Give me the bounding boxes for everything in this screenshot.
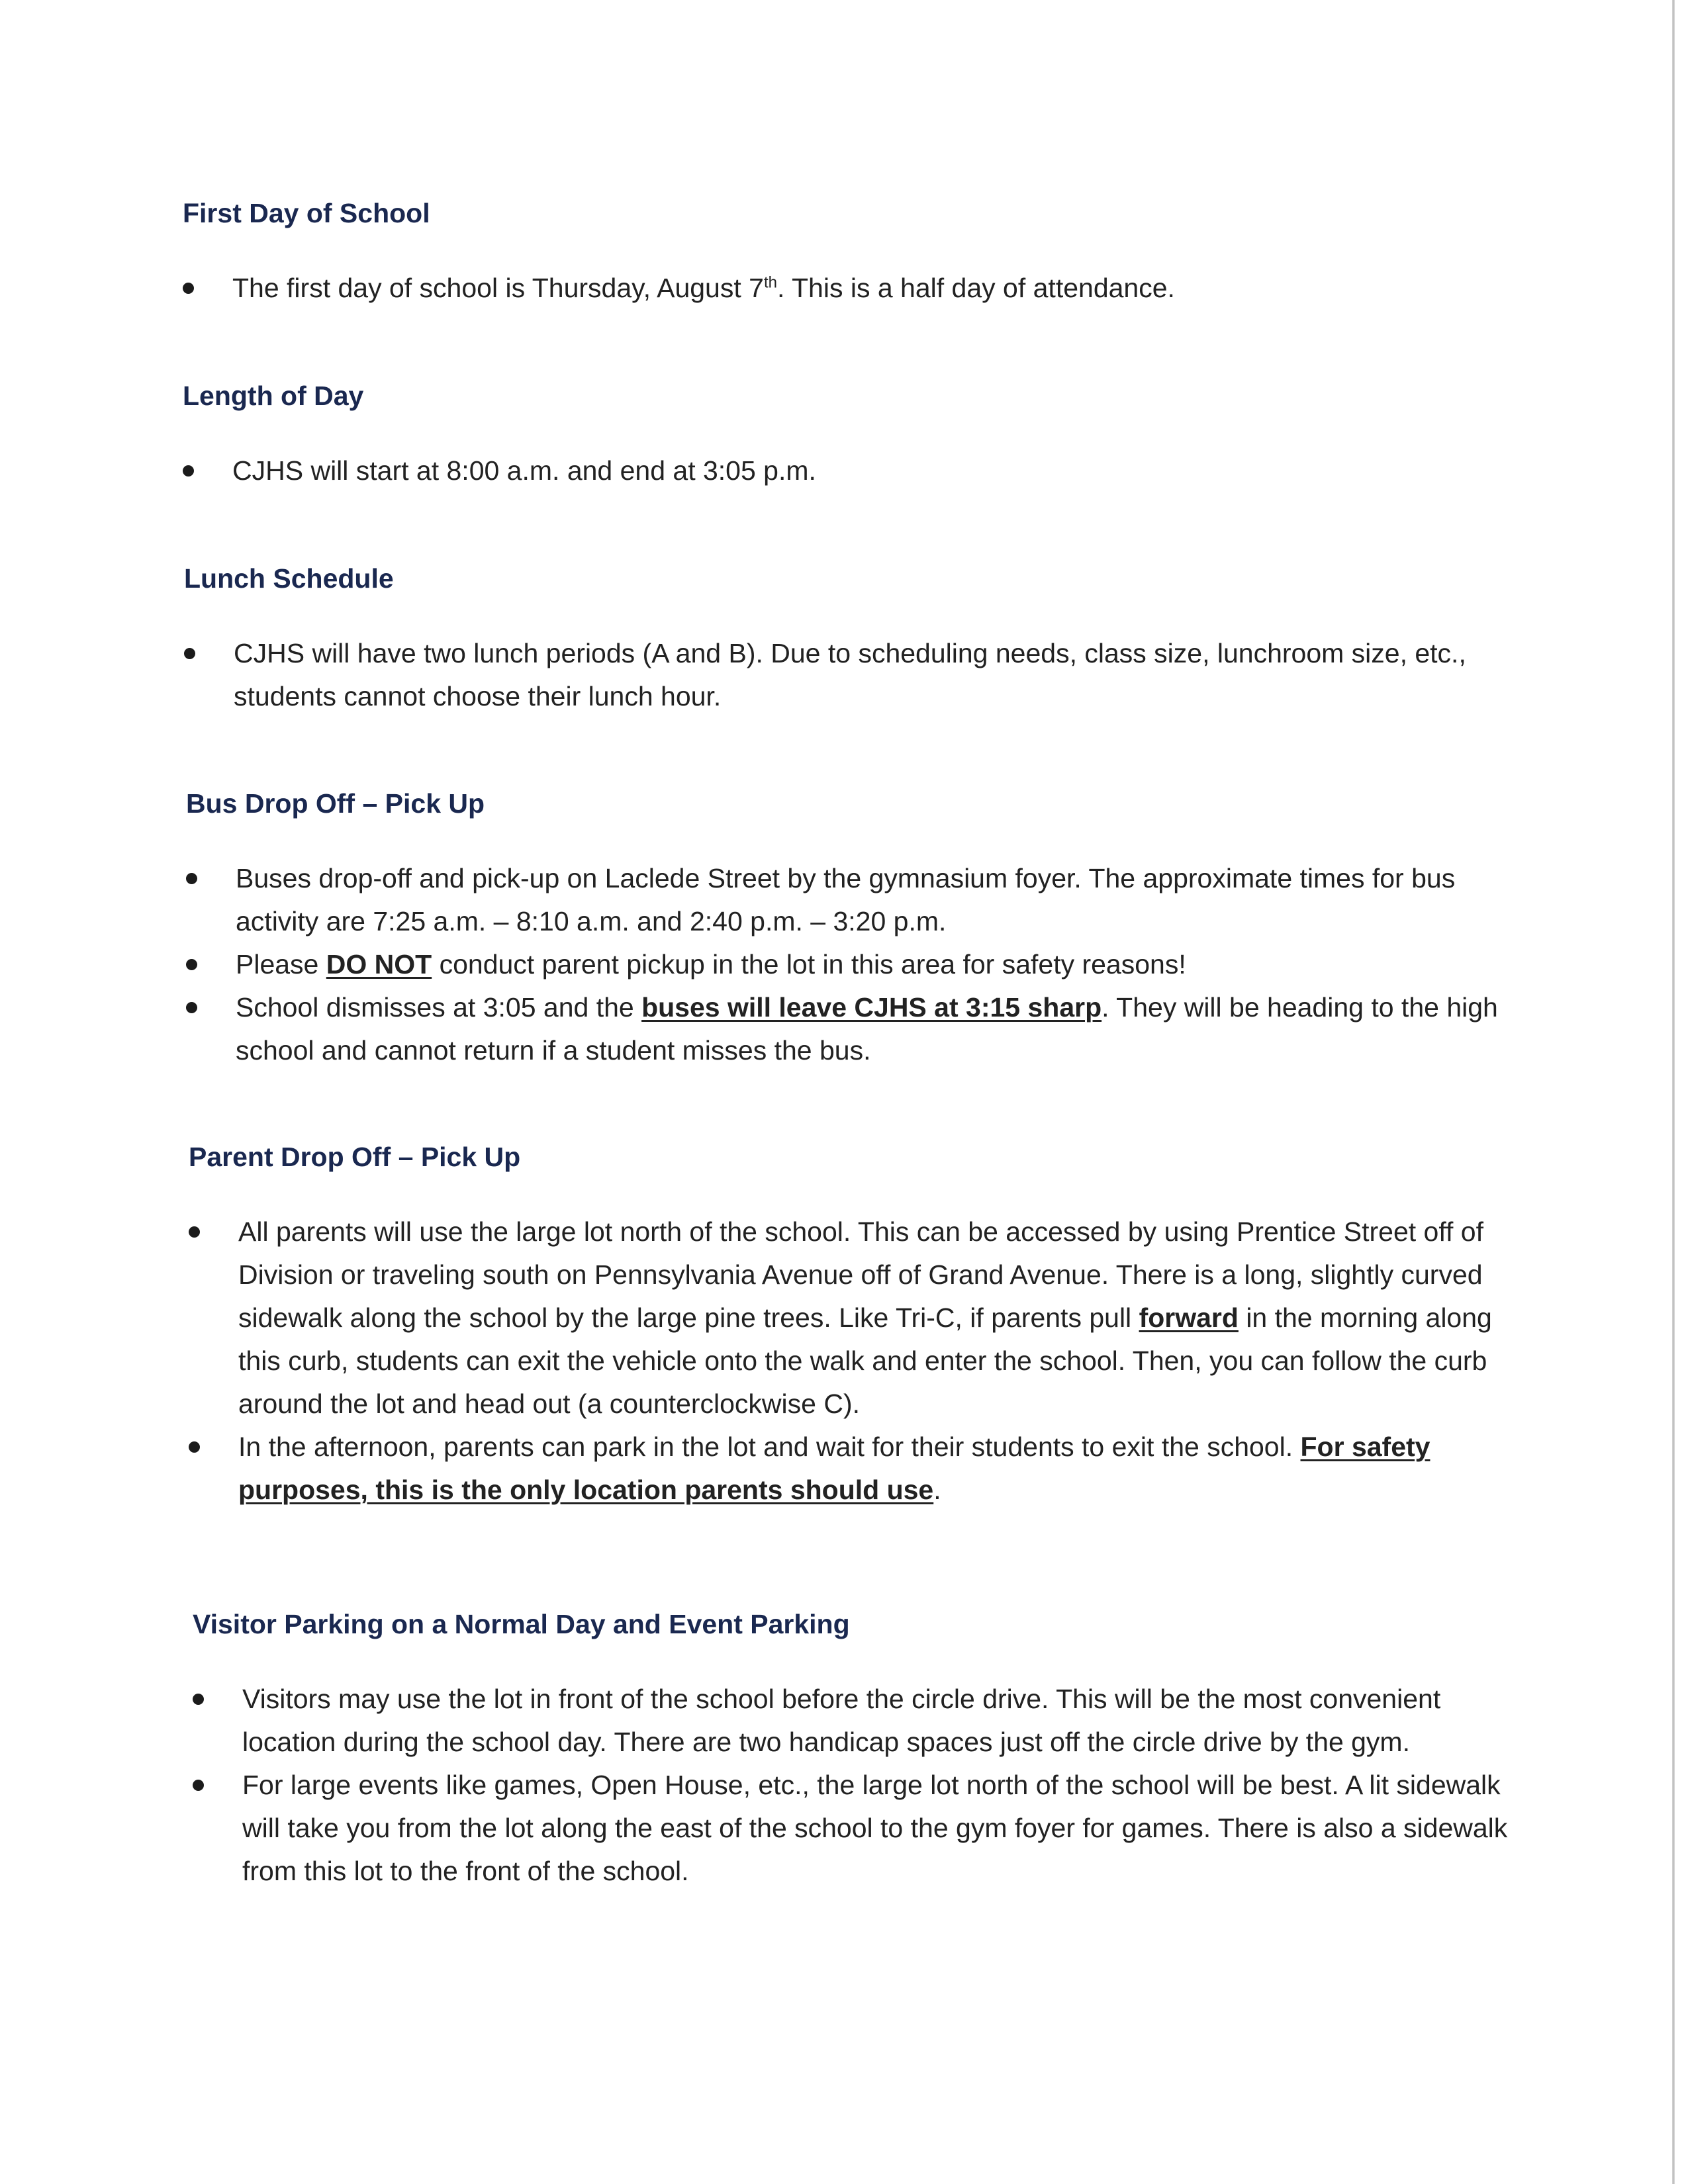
- emphasis-text: forward: [1139, 1302, 1239, 1333]
- bullet-item: [186, 857, 1510, 943]
- bullet-text: The first day of school is Thursday, August 7: [232, 273, 764, 303]
- section-length-of-day: [183, 379, 1507, 492]
- bullet-item: [189, 1210, 1513, 1426]
- bullet-text: Buses drop-off and pick-up on Laclede Street by the gymnasium foyer. The approximate times for bus activity are 7:25 a.m. – 8:10 a.m. and 2:40 p.m. – 3:20 p.m.: [236, 863, 1456, 936]
- superscript-text: th: [763, 273, 777, 292]
- section-first-day: [183, 197, 1507, 310]
- bullet-text: CJHS will have two lunch periods (A and B). Due to scheduling needs, class size, lunchroom size, etc., students cannot choose their lunch hour.: [234, 638, 1466, 711]
- bullet-text: School dismisses at 3:05 and the: [236, 992, 642, 1023]
- bullet-text: All parents will use the large lot north of the school. This can be accessed by using Prentice Street off of Division or traveling south on Pennsylvania Avenue off of Grand Avenue. There is a long, slightly curved sidewalk along the school by the large pine trees. Like Tri-C, if parents pull: [238, 1216, 1483, 1333]
- bullet-item: [183, 267, 1507, 310]
- bullet-text: . This is a half day of attendance.: [776, 273, 1175, 303]
- scan-edge: [1672, 0, 1675, 2184]
- bullet-text: . They will be heading to the high school and cannot return if a student misses the bus.: [236, 992, 1498, 1066]
- emphasis-text: For safety purposes, this is the only location parents should use: [238, 1432, 1430, 1505]
- bullet-text: conduct parent pickup in the lot in this area for safety reasons!: [432, 949, 1186, 979]
- bullet-list: [189, 1210, 1513, 1512]
- bullet-text: Please: [236, 949, 326, 979]
- section-heading: Length of Day: [183, 381, 364, 411]
- bullet-item: [193, 1764, 1517, 1893]
- section-heading: Bus Drop Off – Pick Up: [186, 788, 485, 819]
- bullet-text: Visitors may use the lot in front of the school before the circle drive. This will be the most convenient location during the school day. There are two handicap spaces just off the circle drive by the gym.: [242, 1684, 1441, 1757]
- bullet-text: in the morning along this curb, students can exit the vehicle onto the walk and enter the school. Then, you can follow the curb around the lot and head out (a counterclockwise C).: [238, 1302, 1492, 1419]
- emphasis-text: DO NOT: [326, 949, 432, 979]
- bullet-text: In the afternoon, parents can park in the lot and wait for their students to exit the school.: [238, 1432, 1301, 1462]
- emphasis-text: buses will leave CJHS at 3:15 sharp: [641, 992, 1102, 1023]
- bullet-list: [193, 1678, 1517, 1893]
- section-parent-drop-off: [189, 1140, 1513, 1512]
- bullet-item: [186, 943, 1510, 986]
- bullet-text: .: [933, 1475, 941, 1505]
- bullet-list: [183, 267, 1507, 310]
- bullet-item: [186, 986, 1510, 1072]
- section-heading: Visitor Parking on a Normal Day and Event Parking: [193, 1609, 850, 1639]
- bullet-item: [193, 1678, 1517, 1764]
- section-visitor-parking: [193, 1608, 1517, 1893]
- bullet-list: [186, 857, 1510, 1072]
- bullet-item: [189, 1426, 1513, 1512]
- bullet-list: [183, 449, 1507, 492]
- bullet-text: CJHS will start at 8:00 a.m. and end at 3:05 p.m.: [232, 455, 816, 486]
- section-bus-drop-off: [186, 787, 1510, 1072]
- bullet-item: [184, 632, 1508, 718]
- bullet-list: [184, 632, 1508, 718]
- section-heading: First Day of School: [183, 198, 430, 228]
- bullet-item: [183, 449, 1507, 492]
- section-lunch-schedule: [184, 562, 1508, 718]
- section-heading: Lunch Schedule: [184, 563, 394, 594]
- section-heading: Parent Drop Off – Pick Up: [189, 1142, 521, 1172]
- bullet-text: For large events like games, Open House, etc., the large lot north of the school will be best. A lit sidewalk will take you from the lot along the east of the school to the gym foyer for games. There is also a sidewalk from this lot to the front of the school.: [242, 1770, 1508, 1886]
